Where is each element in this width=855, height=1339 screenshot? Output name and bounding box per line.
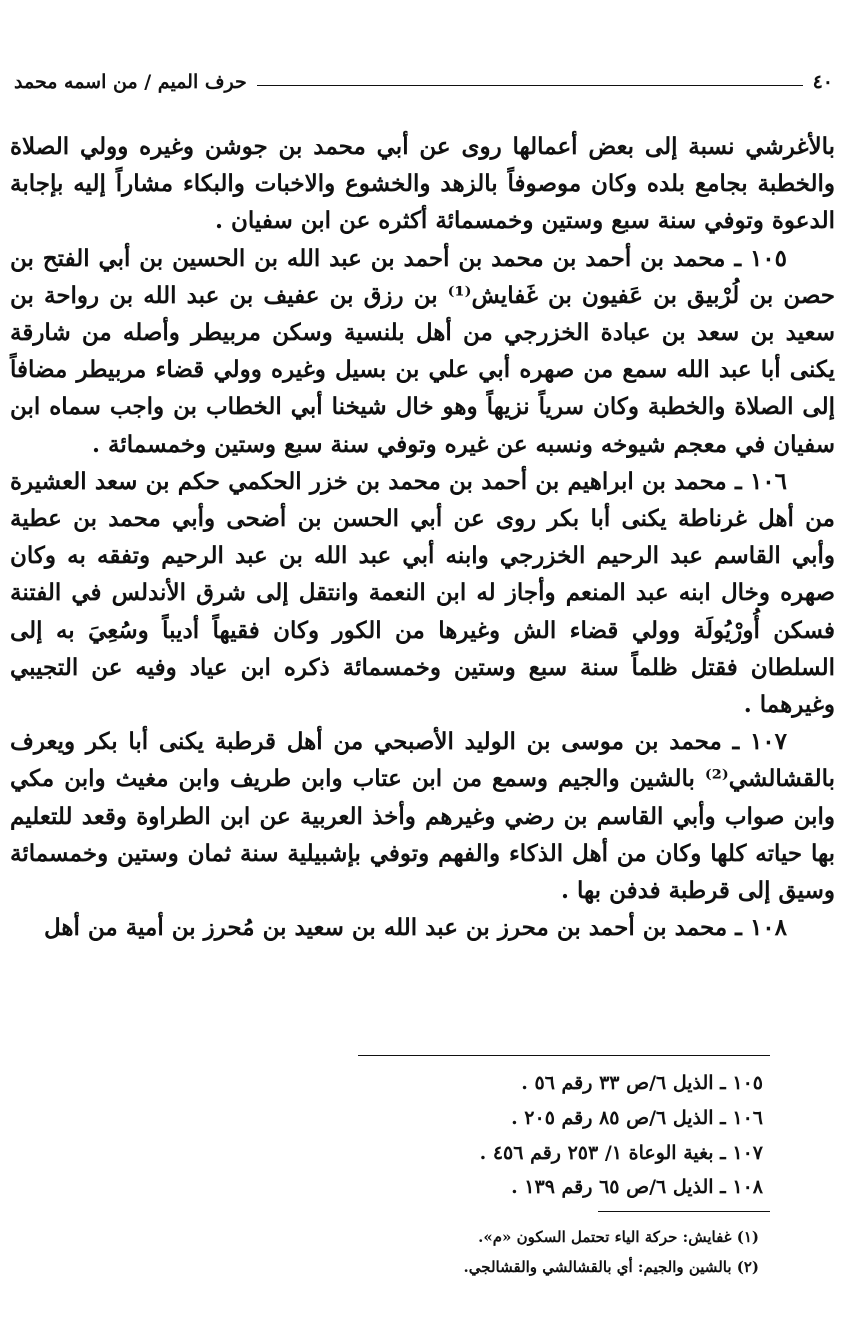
- header-rule: [257, 85, 803, 86]
- sources-divider: [358, 1055, 770, 1056]
- running-title: حرف الميم / من اسمه محمد: [14, 71, 247, 93]
- footnote-item: (٢) بالشين والجيم: أي بالقشالشي والقشالجي.: [463, 1258, 759, 1276]
- sources-list: [203, 1066, 763, 1205]
- page-number: ٤٠: [812, 71, 833, 93]
- continuation-paragraph: بالأغرشي نسبة إلى بعض أعمالها روى عن أبي محمد بن جوشن وغيره وولي الصلاة والخطبة بجامع بلده وكان موصوفاً بالزهد والخشوع والاخبات والبكاء مشاراً إليه بإجابة الدعوة وتوفي سنة سبع وستين وخمسمائة أكثره عن ابن سفيان .: [10, 133, 835, 235]
- footnotes-divider: [598, 1211, 770, 1212]
- source-item: ١٠٦ ـ الذيل ٦/ص ٨٥ رقم ٢٠٥ .: [511, 1106, 763, 1129]
- source-item: ١٠٥ ـ الذيل ٦/ص ٣٣ رقم ٥٦ .: [521, 1072, 763, 1094]
- footnote-item: (١) غفايش: حركة الياء تحتمل السكون «م».: [478, 1228, 759, 1246]
- source-item: ١٠٨ ـ الذيل ٦/ص ٦٥ رقم ١٣٩ .: [511, 1176, 763, 1199]
- entry-106: ١٠٦ ـ محمد بن ابراهيم بن أحمد بن محمد بن خزر الحكمي حكم بن سعد العشيرة من أهل غرناطة يكنى أبا بكر روى عن أبي الحسن بن أضحى وأبي محمد بن عطية وأبي القاسم عبد الرحيم الخزرجي وابنه أبي عبد الله بن عبد الرحيم وتفقه به وكان صهره وخال ابنه عبد المنعم وأجاز له ابن النعمة وانتقل إلى شرق الأندلس في الفتنة فسكن أُورْيُولَة وولي قضاء الش وغيرها من الكور وكان فقيهاً أديباً وسُعِيَ به إلى السلطان فقتل ظلماً سنة سبع وستين وخمسمائة ذكره ابن عياد وفيه عن التجيبي وغيرهما .: [10, 467, 835, 719]
- source-item: ١٠٧ ـ بغية الوعاة ١/ ٢٥٣ رقم ٤٥٦ .: [479, 1141, 763, 1164]
- entry-108: ١٠٨ ـ محمد بن أحمد بن محرز بن عبد الله بن سعيد بن مُحرز بن أمية من أهل: [43, 914, 787, 942]
- main-text: [10, 128, 835, 946]
- entry-107: ١٠٧ ـ محمد بن موسى بن الوليد الأصبحي من أهل قرطبة يكنى أبا بكر ويعرف بالقشالشي⁽²⁾ بالشين والجيم وسمع من ابن عتاب وابن طريف وابن مغيث وابن مكي وابن صواب وأبي القاسم بن رضي وغيرهم وأخذ العربية عن ابن الطراوة وقعد للتعليم بها حياته كلها وكان من أهل الذكاء والفهم وتوفي بإشبيلية سنة ثمان وستين وخمسمائة وسيق إلى قرطبة فدفن بها .: [10, 728, 835, 905]
- running-header: [14, 62, 833, 102]
- footnotes-list: [199, 1222, 759, 1282]
- entry-105: ١٠٥ ـ محمد بن أحمد بن محمد بن أحمد بن عبد الله بن الحسين بن أبي الفتح بن حصن بن لُرْبيق بن عَفيون بن غَفايش⁽¹⁾ بن رزق بن عفيف بن عبد الله بن رواحة بن سعيد بن سعد بن عبادة الخزرجي من أهل بلنسية وسكن مربيطر وأصله من شارقة يكنى أبا عبد الله سمع من صهره أبي علي بن بسيل وغيره وولي قضاء مربيطر مضافاً إلى الصلاة والخطبة وكان سرياً نزيهاً وهو خال شيخنا أبي الخطاب بن واجب سماه ابن سفيان في معجم شيوخه ونسبه عن غيره وتوفي سنة سبع وستين وخمسمائة .: [10, 244, 836, 458]
